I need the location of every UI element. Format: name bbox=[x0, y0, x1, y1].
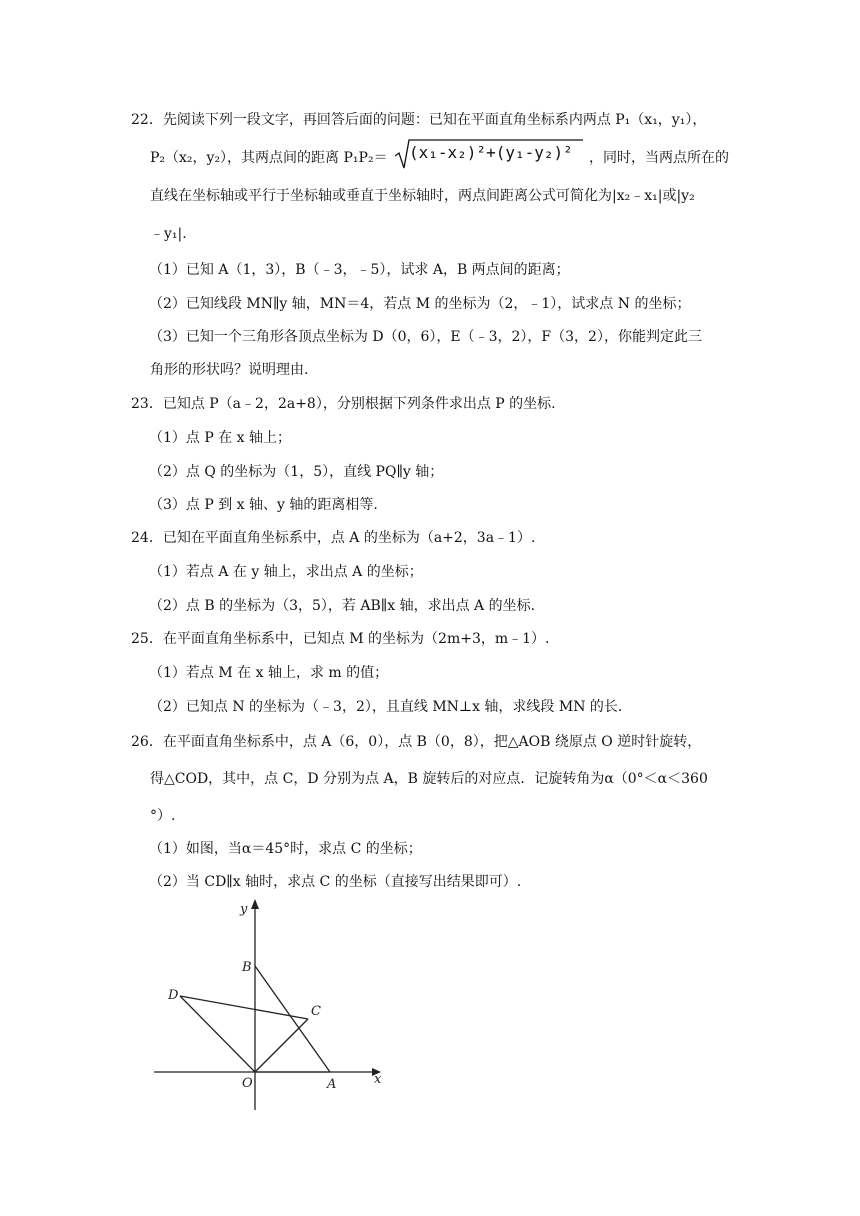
formula-radicand: (x₁-x₂)²+(y₁-y₂)² bbox=[409, 143, 573, 162]
q22-line2-post: ，同时，当两点所在的 bbox=[589, 150, 729, 166]
label-D: D bbox=[168, 988, 179, 1003]
q25-stem: 25．在平面直角坐标系中，已知点 M 的坐标为（2m+3，m﹣1）. bbox=[131, 631, 550, 647]
q22-part3-a: （3）已知一个三角形各顶点坐标为 D（0，6），E（﹣3，2），F（3，2），你能判定此三 bbox=[149, 329, 702, 345]
q23-part2: （2）点 Q 的坐标为（1，5），直线 PQ∥y 轴； bbox=[149, 464, 444, 480]
distance-formula bbox=[395, 138, 585, 170]
segment-AB bbox=[255, 966, 330, 1072]
label-B: B bbox=[242, 960, 252, 975]
segment-OC bbox=[255, 1019, 308, 1072]
q22-part1: （1）已知 A（1，3），B（﹣3，﹣5），试求 A，B 两点间的距离； bbox=[149, 262, 570, 278]
label-y: y bbox=[240, 902, 248, 917]
q23-stem: 23．已知点 P（a﹣2，2a+8），分别根据下列条件求出点 P 的坐标. bbox=[131, 396, 556, 412]
q24-part1: （1）若点 A 在 y 轴上，求出点 A 的坐标； bbox=[149, 564, 423, 580]
q24-stem: 24．已知在平面直角坐标系中，点 A 的坐标为（a+2，3a﹣1）. bbox=[131, 530, 536, 546]
q23-part1: （1）点 P 在 x 轴上； bbox=[149, 430, 292, 446]
label-C: C bbox=[311, 1004, 321, 1019]
q26-line1: 26．在平面直角坐标系中，点 A（6，0），点 B（0，8），把△AOB 绕原点 O 逆时针旋转， bbox=[131, 734, 702, 750]
y-axis-arrow-icon bbox=[251, 899, 259, 909]
q22-line1: 22．先阅读下列一段文字，再回答后面的问题：已知在平面直角坐标系内两点 P₁（x₁，y₁）， bbox=[131, 112, 707, 128]
q22-line4: ﹣y₁|. bbox=[150, 226, 187, 242]
label-x: x bbox=[374, 1072, 382, 1087]
q22-part2: （2）已知线段 MN∥y 轴，MN＝4，若点 M 的坐标为（2，﹣1），试求点 N 的坐标； bbox=[149, 296, 691, 312]
q25-part1: （1）若点 M 在 x 轴上，求 m 的值； bbox=[149, 665, 389, 681]
q26-part1: （1）如图，当α＝45°时，求点 C 的坐标； bbox=[149, 841, 422, 857]
label-A: A bbox=[327, 1077, 337, 1092]
q23-part3: （3）点 P 到 x 轴、y 轴的距离相等. bbox=[149, 497, 378, 513]
rotation-figure bbox=[140, 895, 400, 1120]
q22-line2-pre: P₂（x₂，y₂），其两点间的距离 P₁P₂＝ bbox=[150, 150, 388, 166]
q26-line2: 得△COD，其中，点 C，D 分别为点 A，B 旋转后的对应点．记旋转角为α（0°＜α＜360 bbox=[150, 771, 708, 787]
q25-part2: （2）已知点 N 的坐标为（﹣3，2），且直线 MN⊥x 轴，求线段 MN 的长. bbox=[149, 699, 623, 715]
q26-line3: °）. bbox=[150, 808, 176, 824]
q22-line3: 直线在坐标轴或平行于坐标轴或垂直于坐标轴时，两点间距离公式可简化为|x₂﹣x₁|或|y₂ bbox=[150, 188, 695, 204]
label-O: O bbox=[242, 1076, 253, 1091]
q22-part3-b: 角形的形状吗？说明理由. bbox=[150, 362, 309, 378]
q24-part2: （2）点 B 的坐标为（3，5），若 AB∥x 轴，求出点 A 的坐标. bbox=[149, 598, 536, 614]
q26-part2: （2）当 CD∥x 轴时，求点 C 的坐标（直接写出结果即可）. bbox=[149, 874, 522, 890]
